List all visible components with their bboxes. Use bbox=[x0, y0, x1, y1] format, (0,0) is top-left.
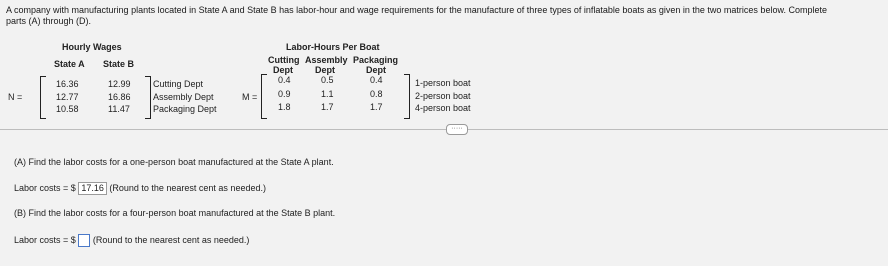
part-a-answer-line bbox=[14, 182, 266, 195]
part-b-answer-prefix: Labor costs = $ bbox=[14, 234, 76, 245]
hours-cell: 1.7 bbox=[321, 102, 334, 112]
problem-intro-line2: parts (A) through (D). bbox=[6, 16, 92, 26]
hours-cell: 0.4 bbox=[278, 75, 291, 85]
hours-row-label: 1-person boat bbox=[415, 78, 471, 88]
hours-left-bracket bbox=[261, 74, 267, 119]
hours-col-header-bottom: Dept bbox=[315, 65, 335, 75]
part-b-answer-field[interactable] bbox=[78, 234, 90, 247]
wages-cell: 11.47 bbox=[108, 104, 130, 114]
part-b-answer-line bbox=[14, 234, 249, 247]
hours-col-header-bottom: Dept bbox=[366, 65, 386, 75]
part-a-answer-hint: (Round to the nearest cent as needed.) bbox=[109, 182, 266, 193]
part-a-answer-prefix: Labor costs = $ bbox=[14, 182, 76, 193]
section-divider bbox=[0, 129, 888, 130]
hours-cell: 1.8 bbox=[278, 102, 291, 112]
wages-cell: 16.86 bbox=[108, 92, 131, 102]
wages-row-label: Packaging Dept bbox=[153, 104, 217, 114]
part-a-answer-field[interactable]: 17.16 bbox=[78, 182, 107, 195]
wages-cell: 12.77 bbox=[56, 92, 79, 102]
part-b-answer-hint: (Round to the nearest cent as needed.) bbox=[92, 234, 250, 245]
wages-row-label: Cutting Dept bbox=[153, 79, 204, 89]
hours-right-bracket bbox=[404, 74, 410, 119]
part-b-question: (B) Find the labor costs for a four-person boat manufactured at the State B plant. bbox=[14, 208, 336, 218]
hours-cell: 0.9 bbox=[278, 89, 291, 99]
hours-row-label: 4-person boat bbox=[415, 103, 471, 113]
hours-cell: 0.4 bbox=[370, 75, 383, 85]
hours-matrix-title: Labor-Hours Per Boat bbox=[286, 42, 380, 52]
problem-intro-line1: A company with manufacturing plants located in State A and State B has labor-hour and wage requirements for the manufacture of three types of inflatable boats as given in the two matrices below. Complete bbox=[6, 5, 827, 15]
wages-left-bracket bbox=[40, 76, 46, 119]
wages-cell: 12.99 bbox=[108, 79, 131, 89]
hours-matrix-label: M = bbox=[242, 92, 258, 102]
hours-col-header-top: Packaging bbox=[353, 55, 399, 65]
wages-cell: 10.58 bbox=[56, 104, 79, 114]
part-a-question: (A) Find the labor costs for a one-person boat manufactured at the State A plant. bbox=[14, 157, 334, 167]
wages-col-header-state-a: State A bbox=[54, 59, 85, 69]
wages-matrix-title: Hourly Wages bbox=[62, 42, 122, 52]
hours-col-header-top: Assembly bbox=[305, 55, 348, 65]
wages-right-bracket bbox=[145, 76, 151, 119]
wages-cell: 16.36 bbox=[56, 79, 79, 89]
expand-more-button[interactable]: ····· bbox=[446, 124, 468, 135]
hours-row-label: 2-person boat bbox=[415, 91, 471, 101]
wages-matrix-label: N = bbox=[8, 92, 23, 102]
hours-cell: 1.7 bbox=[370, 102, 383, 112]
hours-cell: 1.1 bbox=[321, 89, 334, 99]
hours-col-header-top: Cutting bbox=[268, 55, 300, 65]
hours-cell: 0.5 bbox=[321, 75, 334, 85]
wages-col-header-state-b: State B bbox=[103, 59, 135, 69]
hours-cell: 0.8 bbox=[370, 89, 383, 99]
wages-row-label: Assembly Dept bbox=[153, 92, 214, 102]
hours-col-header-bottom: Dept bbox=[273, 65, 293, 75]
